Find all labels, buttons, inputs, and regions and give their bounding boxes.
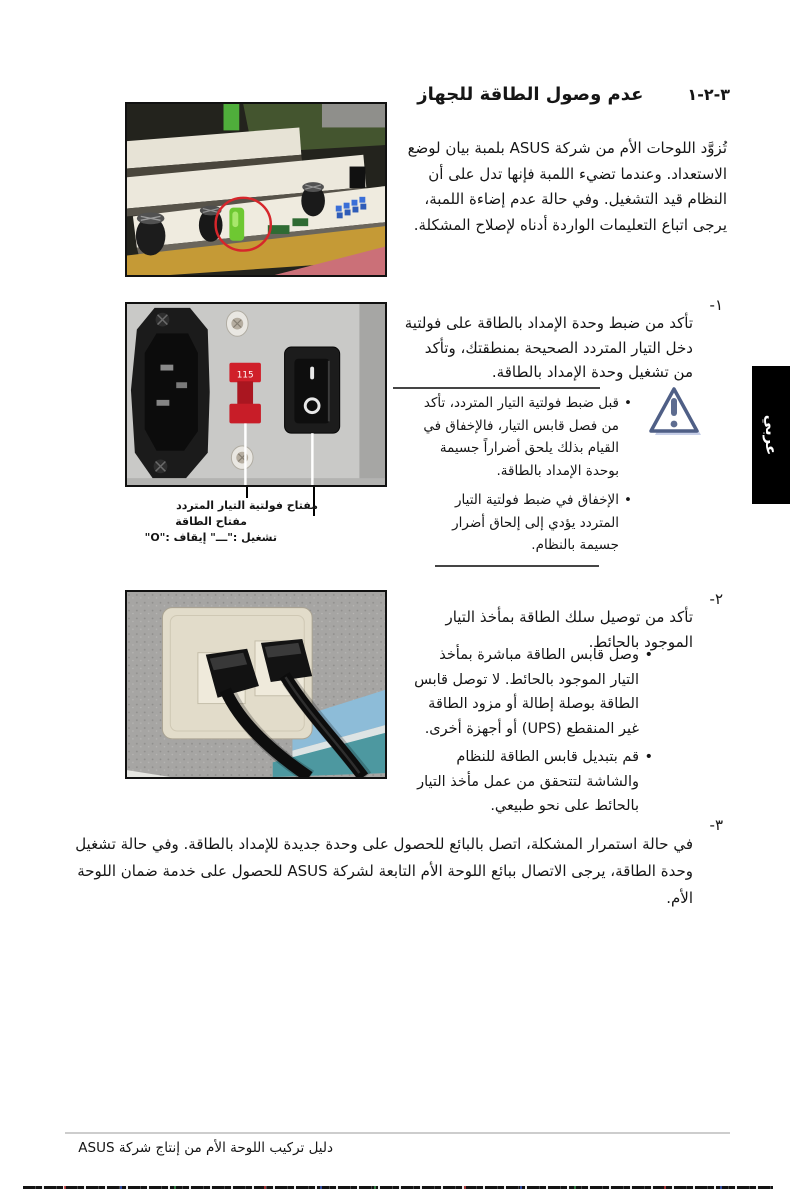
callout-line-power	[311, 433, 313, 485]
callout-line-voltage	[244, 423, 246, 485]
ac-inlet	[131, 308, 210, 478]
callout-line-voltage-ext	[246, 487, 248, 498]
warning-bullet-text: قبل ضبط فولتية التيار المتردد، تأكد من فصل قابس التيار، فالإخفاق في القيام بذلك يلحق أضراراً جسيمة بوحدة الإمداد بالطاقة.	[423, 395, 619, 479]
step-1-text: تأكد من ضبط وحدة الإمداد بالطاقة على فولتية دخل التيار المتردد الصحيحة بمنطقتك، وتأكد من تشغيل وحدة الإمداد بالطاقة.	[404, 314, 693, 381]
capacitor	[301, 182, 325, 216]
psu-illustration	[127, 304, 385, 485]
language-side-tab	[752, 366, 790, 504]
section-heading	[417, 84, 730, 105]
motherboard-photo	[125, 102, 387, 277]
motherboard-illustration	[127, 104, 385, 275]
page-title: عدم وصول الطاقة للجهاز	[417, 84, 644, 105]
intro-paragraph: تُزوَّد اللوحات الأم من شركة ASUS بلمبة بيان لوضع الاستعداد. وعندما تضيء اللمبة فإنها تدل على أن النظام قيد التشغيل. وفي حالة عدم إضاءة اللمبة، يرجى اتباع التعليمات الواردة أدناه لإصلاح المشكلة.	[407, 139, 727, 234]
psu-photo	[125, 302, 387, 487]
voltage-switch-label: مفتاح فولتية التيار المتردد	[176, 499, 318, 512]
warning-notice	[417, 392, 632, 564]
outlet-illustration	[127, 592, 385, 777]
step-3-marker: ٣-	[709, 816, 723, 834]
footer-text: دليل تركيب اللوحة الأم من إنتاج شركة ASUS	[78, 1140, 333, 1156]
step-1-marker: ١-	[709, 296, 723, 314]
power-switch-states-label: تشغيل :"ـــ" إيقاف :"O"	[144, 531, 277, 544]
bullet-icon: •	[624, 492, 632, 508]
sub-bullet	[407, 745, 653, 819]
page-bottom-edge	[23, 1186, 773, 1189]
warning-bullet	[417, 489, 632, 557]
sub-bullet-text: قم بتبديل قابس الطاقة للنظام والشاشة لتتحقق من عمل مأخذ التيار بالحائط على نحو طبيعي.	[417, 749, 639, 814]
power-rocker-switch	[285, 347, 340, 433]
voltage-value: 115	[236, 370, 254, 381]
warning-icon	[646, 384, 702, 438]
power-switch-label: مفتاح الطاقة	[175, 515, 247, 528]
sub-bullet	[407, 643, 653, 741]
step-3-text: في حالة استمرار المشكلة، اتصل بالبائع للحصول على وحدة جديدة للإمداد بالطاقة. وفي حالة تشغيل وحدة الطاقة، يرجى الاتصال ببائع اللوحة الأم التابعة لشركة ASUS للحصول على خدمة ضمان اللوحة الأم.	[75, 835, 693, 907]
capacitor	[136, 212, 166, 255]
sub-bullet-text: وصل قابس الطاقة مباشرة بمأخذ التيار الموجود بالحائط. لا توصل قابس الطاقة بوصلة إطالة أو مزود الطاقة غير المنقطع (UPS) أو أجهزة أخرى.	[414, 647, 639, 737]
warning-bullet-text: الإخفاق في ضبط فولتية التيار المتردد يؤدي إلى إلحاق أضرار جسيمة بالنظام.	[452, 492, 619, 553]
step-2-text: تأكد من توصيل سلك الطاقة بمأخذ التيار الموجود بالحائط.	[445, 608, 693, 651]
rivet	[231, 446, 253, 469]
notice-rule-bottom	[435, 565, 599, 567]
rivet	[226, 311, 248, 336]
section-number: ٣-٢-١	[687, 85, 730, 104]
bullet-icon: •	[644, 749, 653, 765]
bullet-icon: •	[644, 647, 653, 663]
bullet-icon: •	[624, 395, 632, 411]
language-tab-label: عربي	[762, 414, 780, 456]
on-symbol	[310, 367, 314, 380]
footer-rule	[65, 1132, 730, 1134]
outlet-photo	[125, 590, 387, 779]
warning-bullet	[417, 392, 632, 482]
notice-rule-top	[393, 387, 600, 389]
step-2-sub-bullets	[407, 643, 653, 823]
step-2-marker: ٢-	[709, 590, 723, 608]
